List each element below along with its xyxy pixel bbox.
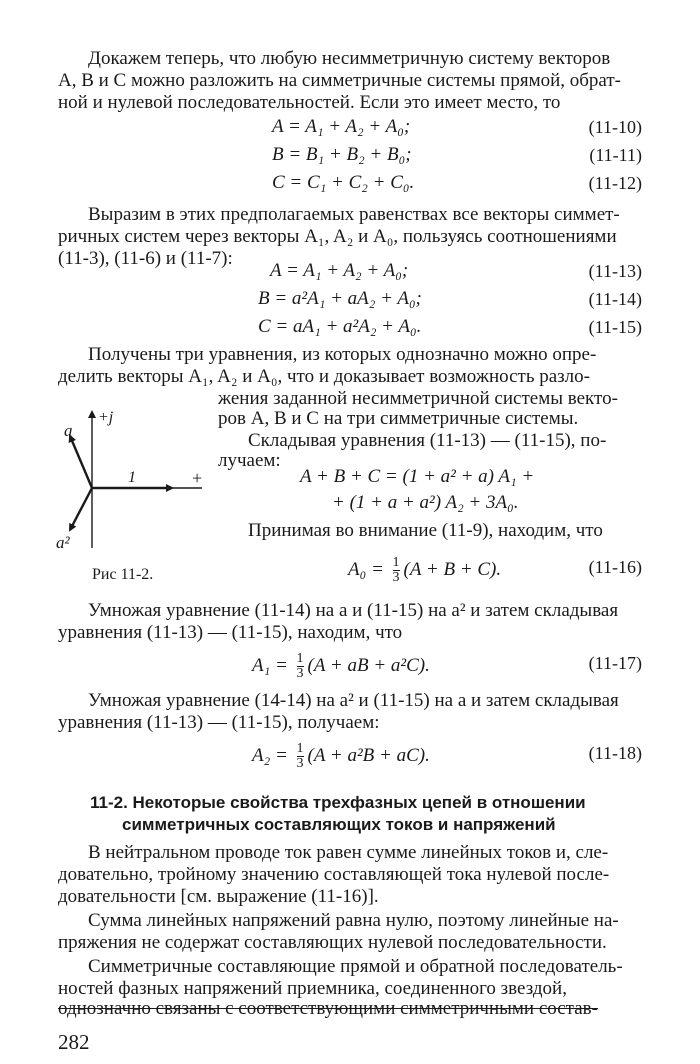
equation-11-17-lhs: A₁ = bbox=[252, 654, 293, 676]
paragraph2-line3: (11-3), (11-6) и (11-7): bbox=[58, 248, 233, 269]
fraction-denominator: 3 bbox=[392, 570, 400, 585]
vector-diagram-figure bbox=[52, 398, 218, 558]
paragraph2-line2: ричных систем через векторы A₁, A₂ и A₀, пользуясь соотношениями bbox=[58, 226, 617, 247]
equation-11-16 bbox=[348, 556, 501, 585]
section-heading-line2: симметричных составляющих токов и напряжений bbox=[122, 815, 556, 834]
equation-sum-line2: + (1 + a + a²) A₂ + 3A₀. bbox=[332, 492, 519, 513]
paragraph9-line3: однозначно связаны с соответствующими симметричными состав- bbox=[58, 998, 598, 1019]
equation-11-10: A = A₁ + A₂ + A₀; bbox=[272, 116, 411, 137]
equation-number-11-10: (11-10) bbox=[588, 117, 642, 137]
equation-11-17-rhs: (A + aB + a²C). bbox=[307, 654, 430, 676]
equation-11-18-lhs: A₂ = bbox=[252, 744, 293, 766]
paragraph3-line6: лучаем: bbox=[218, 450, 281, 471]
label-a: a bbox=[64, 421, 73, 440]
equation-number-11-13: (11-13) bbox=[588, 261, 642, 281]
equation-11-18-rhs: (A + a²B + aC). bbox=[307, 744, 430, 766]
section-heading-line1: 11-2. Некоторые свойства трехфазных цепей в отношении bbox=[90, 793, 586, 812]
paragraph9-line2: ностей фазных напряжений приемника, соединенного звездой, bbox=[58, 978, 567, 999]
equation-11-11: B = B₁ + B₂ + B₀; bbox=[272, 144, 412, 165]
equation-number-11-16: (11-16) bbox=[588, 557, 642, 577]
equation-number-11-15: (11-15) bbox=[588, 317, 642, 337]
equation-11-12: C = C₁ + C₂ + C₀. bbox=[272, 172, 415, 193]
paragraph3-line4: ров A, B и C на три симметричные системы. bbox=[218, 408, 579, 429]
equation-sum-line1: A + B + C = (1 + a² + a) A₁ + bbox=[300, 466, 535, 487]
paragraph1-line2: A, B и C можно разложить на симметричные системы прямой, обрат- bbox=[58, 70, 621, 91]
equation-number-11-17: (11-17) bbox=[588, 653, 642, 673]
fraction-denominator: 3 bbox=[296, 756, 304, 771]
label-plus-j: +j bbox=[98, 409, 114, 426]
equation-11-17-fraction bbox=[297, 652, 304, 681]
figure-caption: Рис 11-2. bbox=[92, 566, 154, 583]
paragraph7-line1: В нейтральном проводе ток равен сумме линейных токов и, сле- bbox=[88, 842, 609, 863]
paragraph3-line3: жения заданной несимметричной системы векто- bbox=[218, 388, 618, 409]
paragraph1-line3: ной и нулевой последовательностей. Если это имеет место, то bbox=[58, 92, 561, 113]
fraction-numerator: 1 bbox=[296, 741, 304, 756]
fraction-numerator: 1 bbox=[392, 555, 400, 570]
paragraph7-line3: довательности [см. выражение (11-16)]. bbox=[58, 886, 379, 907]
equation-11-16-rhs: (A + B + C). bbox=[403, 558, 502, 580]
paragraph2-line1: Выразим в этих предполагаемых равенствах все векторы симмет- bbox=[88, 204, 620, 225]
label-a-squared: a² bbox=[56, 533, 70, 552]
equation-11-15: C = aA₁ + a²A₂ + A₀. bbox=[258, 316, 422, 337]
equation-11-18 bbox=[252, 742, 430, 771]
equation-11-18-fraction bbox=[297, 742, 304, 771]
paragraph3-line5: Складывая уравнения (11-13) — (11-15), по- bbox=[248, 430, 607, 451]
vector-a bbox=[70, 436, 92, 488]
paragraph1-line1: Докажем теперь, что любую несимметричную систему векторов bbox=[88, 48, 611, 69]
page-number: 282 bbox=[58, 1030, 90, 1054]
paragraph4: Принимая во внимание (11-9), находим, что bbox=[248, 520, 603, 541]
fraction-denominator: 3 bbox=[296, 666, 304, 681]
equation-number-11-12: (11-12) bbox=[588, 173, 642, 193]
equation-11-17 bbox=[252, 652, 430, 681]
paragraph9-line1: Симметричные составляющие прямой и обратной последователь- bbox=[88, 956, 623, 977]
paragraph6-line2: уравнения (11-13) — (11-15), получаем: bbox=[58, 712, 380, 733]
paragraph5-line1: Умножая уравнение (11-14) на a и (11-15) на a² и затем складывая bbox=[88, 600, 619, 621]
label-plus: + bbox=[192, 468, 203, 488]
equation-11-14: B = a²A₁ + aA₂ + A₀; bbox=[258, 288, 422, 309]
paragraph8-line1: Сумма линейных напряжений равна нулю, поэтому линейные на- bbox=[88, 910, 619, 931]
paragraph3-line1: Получены три уравнения, из которых однозначно можно опре- bbox=[88, 344, 597, 365]
equation-11-13: A = A₁ + A₂ + A₀; bbox=[270, 260, 409, 281]
paragraph8-line2: пряжения не содержат составляющих нулевой последовательности. bbox=[58, 932, 607, 953]
fraction-numerator: 1 bbox=[296, 651, 304, 666]
equation-11-16-lhs: A₀ = bbox=[348, 558, 389, 580]
paragraph5-line2: уравнения (11-13) — (11-15), находим, что bbox=[58, 622, 403, 643]
paragraph3-line2: делить векторы A₁, A₂ и A₀, что и доказывает возможность разло- bbox=[58, 366, 590, 387]
equation-number-11-14: (11-14) bbox=[588, 289, 642, 309]
paragraph6-line1: Умножая уравнение (14-14) на a² и (11-15) на a и затем складывая bbox=[88, 690, 619, 711]
equation-number-11-18: (11-18) bbox=[588, 743, 642, 763]
label-one: 1 bbox=[128, 469, 136, 486]
paragraph7-line2: довательно, тройному значению составляющей тока нулевой после- bbox=[58, 864, 610, 885]
equation-11-16-fraction bbox=[393, 556, 400, 585]
vector-a-squared bbox=[70, 488, 92, 530]
equation-number-11-11: (11-11) bbox=[589, 145, 642, 165]
